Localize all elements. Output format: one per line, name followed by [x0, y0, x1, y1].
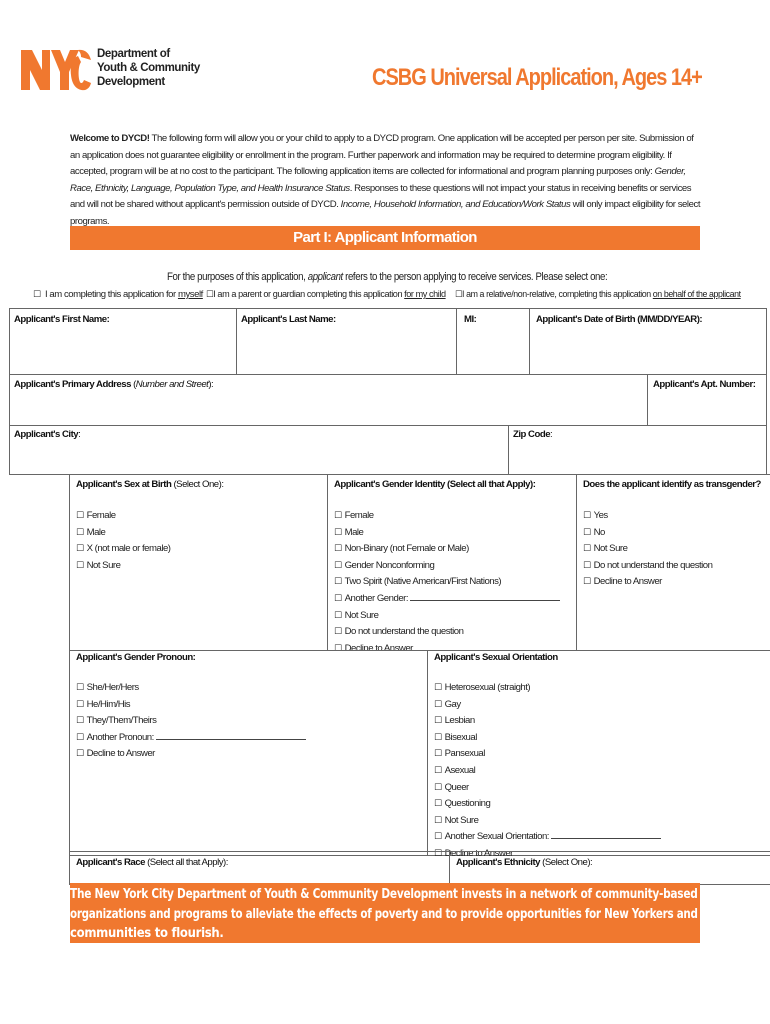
- orientation-option[interactable]: ☐ Not Sure: [434, 813, 661, 830]
- option-relative-text: I am a relative/non-relative, completing this application: [462, 289, 653, 300]
- orientation-option[interactable]: ☐ Pansexual: [434, 746, 661, 763]
- gender-options[interactable]: [334, 508, 560, 657]
- gender-option[interactable]: ☐ Gender Nonconforming: [334, 558, 560, 575]
- pronoun-option[interactable]: ☐ They/Them/Theirs: [76, 713, 306, 730]
- dept-line-1: Department of: [97, 48, 170, 60]
- purpose-before: For the purposes of this application,: [167, 271, 308, 283]
- race-label-text: Applicant's Race: [76, 857, 145, 868]
- orientation-option[interactable]: [434, 829, 661, 846]
- ethnicity-hint: (Select One):: [540, 857, 593, 868]
- pronoun-option[interactable]: ☐ He/Him/His: [76, 697, 306, 714]
- orientation-option[interactable]: ☐ Heterosexual (straight): [434, 680, 661, 697]
- gender-option[interactable]: [334, 591, 560, 608]
- another-pronoun-input[interactable]: [156, 731, 306, 740]
- zip-label: Zip Code:: [513, 429, 553, 440]
- orientation-option[interactable]: ☐ Asexual: [434, 763, 661, 780]
- dob-label: Applicant's Date of Birth (MM/DD/YEAR):: [536, 314, 703, 325]
- mission-line-3: communities to flourish.: [70, 926, 224, 941]
- checkbox-icon[interactable]: ☐: [206, 290, 214, 300]
- last-name-label: Applicant's Last Name:: [241, 314, 336, 325]
- sex-options[interactable]: [76, 508, 171, 574]
- mi-label: MI:: [464, 314, 477, 325]
- gender-option[interactable]: ☐ Non-Binary (not Female or Male): [334, 541, 560, 558]
- city-field[interactable]: [9, 425, 509, 475]
- gender-option[interactable]: ☐ Two Spirit (Native American/First Nations): [334, 574, 560, 591]
- another-orientation-input[interactable]: [551, 830, 661, 839]
- mission-banner: [70, 883, 700, 943]
- orientation-option[interactable]: ☐ Questioning: [434, 796, 661, 813]
- trans-option[interactable]: ☐ Not Sure: [583, 541, 712, 558]
- orientation-options[interactable]: [434, 680, 661, 863]
- orientation-option[interactable]: ☐ Queer: [434, 780, 661, 797]
- zip-label-text: Zip Code: [513, 429, 551, 440]
- trans-option[interactable]: ☐ Yes: [583, 508, 712, 525]
- gender-option[interactable]: ☐ Do not understand the question: [334, 624, 560, 641]
- purpose-text: [167, 271, 607, 283]
- gender-option[interactable]: ☐ Female: [334, 508, 560, 525]
- option-child[interactable]: [206, 289, 446, 300]
- ethnicity-label: [456, 857, 592, 868]
- address-label-text: Applicant's Primary Address: [14, 379, 131, 390]
- sex-label-text: Applicant's Sex at Birth: [76, 479, 172, 490]
- intro-text-3: will only impact eligibility for select programs.: [70, 199, 701, 227]
- sex-option[interactable]: ☐ Male: [76, 525, 171, 542]
- apt-label: Applicant's Apt. Number:: [653, 379, 756, 390]
- gender-option[interactable]: ☐ Not Sure: [334, 608, 560, 625]
- intro-italic-1: Gender, Race, Ethnicity, Language, Population Type, and Health Insurance Status: [70, 166, 686, 194]
- city-label-text: Applicant's City: [14, 429, 79, 440]
- orientation-option[interactable]: ☐ Lesbian: [434, 713, 661, 730]
- another-pronoun-label: Another Pronoun:: [86, 731, 156, 743]
- option-relative-underline: on behalf of the applicant: [652, 289, 741, 300]
- part-1-heading: Part I: Applicant Information: [70, 226, 700, 250]
- sex-option[interactable]: ☐ Not Sure: [76, 558, 171, 575]
- pronoun-option[interactable]: [76, 730, 306, 747]
- sex-hint: (Select One):: [171, 479, 224, 490]
- address-hint: Number and Street: [135, 379, 209, 390]
- another-orientation-label: Another Sexual Orientation:: [444, 831, 552, 843]
- another-gender-input[interactable]: [410, 592, 560, 601]
- sex-option[interactable]: ☐ X (not male or female): [76, 541, 171, 558]
- transgender-label: Does the applicant identify as transgender?: [583, 479, 761, 490]
- ethnicity-label-text: Applicant's Ethnicity: [456, 857, 540, 868]
- orientation-option[interactable]: ☐ Gay: [434, 697, 661, 714]
- trans-option[interactable]: ☐ Do not understand the question: [583, 558, 712, 575]
- intro-text-2: . Responses to these questions will not impact your status in receiving benefits or services and will not be shared without applicant's permission outside of DYCD.: [70, 182, 692, 210]
- gender-option[interactable]: ☐ Male: [334, 525, 560, 542]
- gender-option[interactable]: ☐ Decline to Answer: [334, 641, 560, 658]
- pronoun-options[interactable]: [76, 680, 306, 763]
- dept-line-3: Development: [97, 76, 165, 88]
- option-myself-text: I am completing this application for: [44, 289, 178, 300]
- option-relative[interactable]: [455, 289, 741, 300]
- intro-paragraph: [70, 131, 702, 230]
- dept-line-2: Youth & Community: [97, 62, 200, 74]
- option-myself[interactable]: [33, 289, 203, 300]
- option-myself-underline: myself: [177, 289, 203, 300]
- pronoun-option[interactable]: ☐ She/Her/Hers: [76, 680, 306, 697]
- pronoun-label: Applicant's Gender Pronoun:: [76, 652, 196, 663]
- option-child-text: I am a parent or guardian completing this application: [213, 289, 405, 300]
- trans-options[interactable]: [583, 508, 712, 591]
- city-label: Applicant's City:: [14, 429, 81, 440]
- page-title: CSBG Universal Application, Ages 14+: [372, 64, 702, 91]
- another-gender-label: Another Gender:: [344, 592, 411, 604]
- intro-welcome: Welcome to DYCD!: [70, 133, 150, 144]
- race-hint: (Select all that Apply):: [144, 857, 228, 868]
- mission-line-1: The New York City Department of Youth & Community Development invests in a network of community-based: [70, 887, 698, 902]
- purpose-italic: applicant: [307, 271, 343, 283]
- purpose-after: refers to the person applying to receive services. Please select one:: [342, 271, 608, 283]
- orientation-option[interactable]: ☐ Bisexual: [434, 730, 661, 747]
- department-name: [97, 47, 200, 89]
- sex-at-birth-label: [76, 479, 224, 490]
- intro-text-1: The following form will allow you or your child to apply to a DYCD program. One application will be accepted per person per site. Submission of an application does not guarantee eligibility or enrollment in the program. Further paperwork and information may be required to determine program eligibility. If accepted, program will be at no cost to the participant. The following application items are collected for informational and program planning purposes only:: [70, 133, 694, 177]
- trans-option[interactable]: ☐ No: [583, 525, 712, 542]
- option-child-underline: for my child: [404, 289, 446, 300]
- orientation-option[interactable]: ☐ Decline to Answer: [434, 846, 661, 863]
- sex-option[interactable]: ☐ Female: [76, 508, 171, 525]
- pronoun-option[interactable]: ☐ Decline to Answer: [76, 746, 306, 763]
- mission-line-2: organizations and programs to alleviate the effects of poverty and to provide opportunities for New Yorkers and: [70, 906, 698, 922]
- nyc-logo: [20, 46, 92, 92]
- checkbox-icon[interactable]: ☐: [33, 290, 41, 300]
- orientation-label: Applicant's Sexual Orientation: [434, 652, 558, 663]
- intro-italic-2: Income, Household Information, and Education/Work Status: [340, 199, 571, 210]
- race-label: [76, 857, 228, 868]
- checkbox-icon[interactable]: ☐: [455, 290, 463, 300]
- gender-identity-label: Applicant's Gender Identity (Select all that Apply):: [334, 479, 536, 490]
- first-name-label: Applicant's First Name:: [14, 314, 110, 325]
- address-label: Applicant's Primary Address (Number and Street):: [14, 379, 214, 390]
- trans-option[interactable]: ☐ Decline to Answer: [583, 574, 712, 591]
